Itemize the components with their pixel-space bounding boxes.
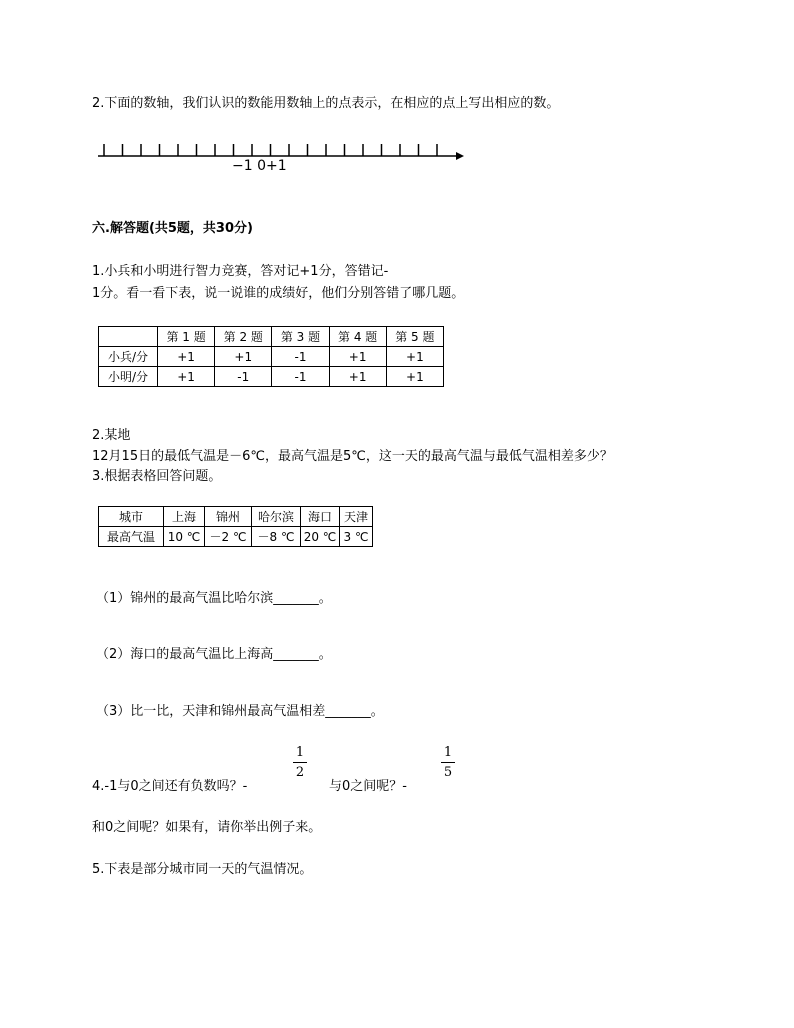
table-cell: +1	[158, 367, 215, 387]
table-cell: +1	[386, 367, 443, 387]
table-cell: 10 ℃	[164, 527, 205, 547]
table-cell: 第 1 题	[158, 327, 215, 347]
table-cell: 上海	[164, 507, 205, 527]
table-cell: -1	[215, 367, 272, 387]
table-cell: 第 5 题	[386, 327, 443, 347]
label-plus-one: +1	[266, 158, 287, 174]
q4-line2: 和0之间呢？如果有，请你举出例子来。	[92, 820, 322, 835]
number-line-labels	[232, 158, 287, 175]
q4-part2: 与0之间呢？-	[329, 779, 407, 794]
table-row	[99, 527, 373, 547]
table-cell: +1	[329, 347, 386, 367]
table-cell: -1	[272, 367, 329, 387]
table-cell: 第 2 题	[215, 327, 272, 347]
table-header-row	[99, 507, 373, 527]
q3-line1: 3.根据表格回答问题。	[92, 469, 222, 484]
table-cell: 锦州	[205, 507, 252, 527]
q3-sub1: （1）锦州的最高气温比哈尔滨_______。	[96, 591, 332, 606]
table-cell: 第 3 题	[272, 327, 329, 347]
table-cell: 天津	[340, 507, 373, 527]
table-cell: 海口	[301, 507, 340, 527]
q5-line1: 5.下表是部分城市同一天的气温情况。	[92, 862, 313, 877]
q3-sub2: （2）海口的最高气温比上海高_______。	[96, 647, 332, 662]
q4-part1: 4.-1与0之间还有负数吗？-	[92, 779, 248, 794]
numberline-question-text: 2.下面的数轴，我们认识的数能用数轴上的点表示，在相应的点上写出相应的数。	[92, 96, 560, 111]
q2-line2: 12月15日的最低气温是－6℃，最高气温是5℃，这一天的最高气温与最低气温相差多少？	[92, 449, 613, 464]
table-cell: 小明/分	[99, 367, 158, 387]
section-title: 六.解答题(共5题，共30分)	[92, 221, 253, 236]
q1-score-table	[98, 326, 444, 387]
table-cell: -1	[272, 347, 329, 367]
table-cell: +1	[329, 367, 386, 387]
q2-line1: 2.某地	[92, 428, 131, 443]
fraction-numerator: 1	[443, 745, 453, 760]
table-cell: +1	[386, 347, 443, 367]
label-minus-one: −1	[232, 158, 253, 174]
table-cell: 城市	[99, 507, 164, 527]
table-cell: +1	[158, 347, 215, 367]
table-cell: +1	[215, 347, 272, 367]
table-cell: 20 ℃	[301, 527, 340, 547]
table-header-row	[99, 327, 444, 347]
table-cell: 第 4 题	[329, 327, 386, 347]
q3-temperature-table	[98, 506, 373, 547]
fraction-one-half	[293, 746, 307, 779]
table-cell: 3 ℃	[340, 527, 373, 547]
fraction-denominator: 5	[443, 765, 453, 780]
q3-sub3: （3）比一比，天津和锦州最高气温相差_______。	[96, 704, 384, 719]
table-row	[99, 367, 444, 387]
table-cell: 哈尔滨	[252, 507, 301, 527]
q1-line1: 1.小兵和小明进行智力竞赛，答对记+1分，答错记-	[92, 264, 389, 279]
fraction-denominator: 2	[295, 765, 305, 780]
arrow-right-icon	[456, 152, 464, 160]
number-line-ticks	[104, 144, 437, 156]
table-cell: 最高气温	[99, 527, 164, 547]
table-cell: 小兵/分	[99, 347, 158, 367]
table-cell: －8 ℃	[252, 527, 301, 547]
table-cell	[99, 327, 158, 347]
fraction-one-fifth	[441, 746, 455, 779]
fraction-numerator: 1	[295, 745, 305, 760]
label-zero: 0	[257, 158, 267, 174]
table-cell: －2 ℃	[205, 527, 252, 547]
table-row	[99, 347, 444, 367]
q1-line2: 1分。看一看下表，说一说谁的成绩好，他们分别答错了哪几题。	[92, 286, 465, 301]
